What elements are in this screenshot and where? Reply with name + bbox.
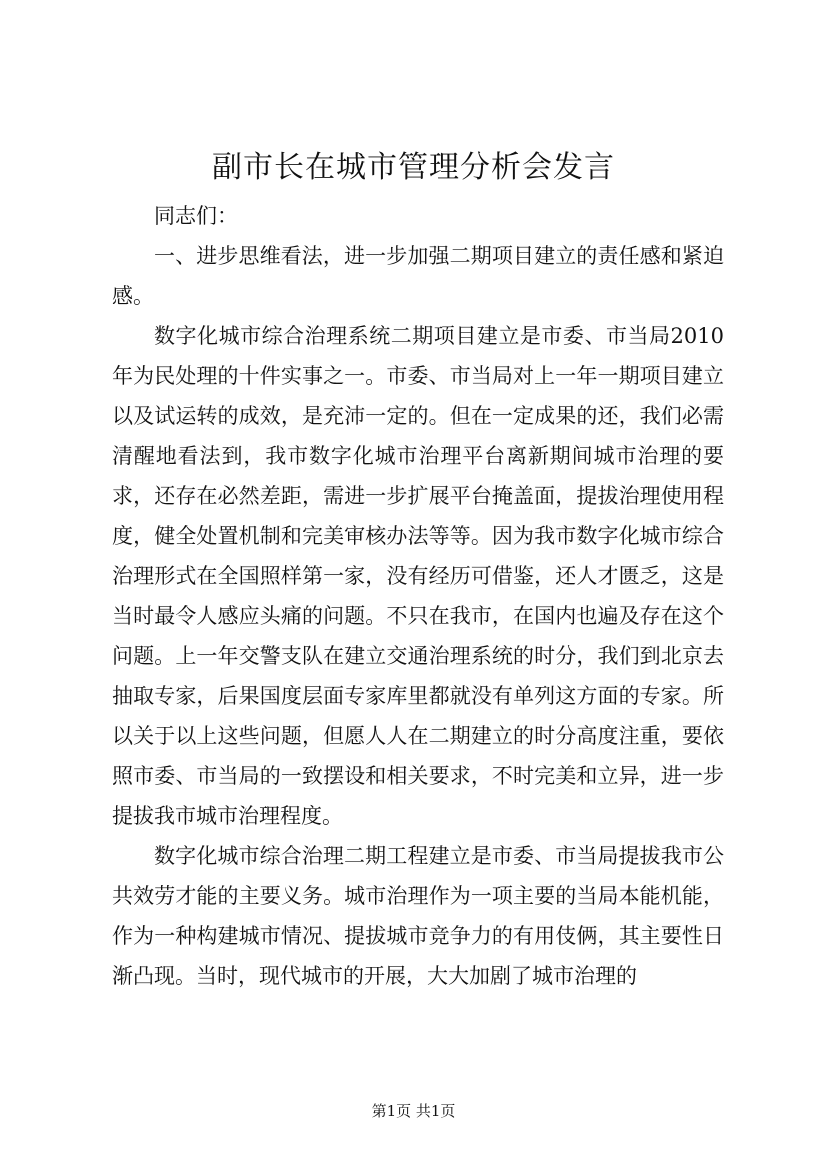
document-body bbox=[112, 196, 724, 996]
page-footer: 第1页 共1页 bbox=[371, 1102, 456, 1120]
paragraph-section-heading: 一、进步思维看法，进一步加强二期项目建立的责任感和紧迫感。 bbox=[112, 244, 724, 308]
greeting-line: 同志们： bbox=[154, 204, 238, 228]
page-title: 副市长在城市管理分析会发言 bbox=[212, 150, 615, 185]
paragraph-body-2: 数字化城市综合治理二期工程建立是市委、市当局提拔我市公共效劳才能的主要义务。城市治理作为一项主要的当局本能机能，作为一种构建城市情况、提拔城市竞争力的有用伎俩，其主要性日渐凸现。当时，现代城市的开展，大大加剧了城市治理的 bbox=[112, 844, 724, 988]
paragraph-body-1: 数字化城市综合治理系统二期项目建立是市委、市当局2010年为民处理的十件实事之一。市委、市当局对上一年一期项目建立以及试运转的成效，是充沛一定的。但在一定成果的还，我们必需清醒地看法到，我市数字化城市治理平台离新期间城市治理的要求，还存在必然差距，需进一步扩展平台掩盖面，提拔治理使用程度，健全处置机制和完美审核办法等等。因为我市数字化城市综合治理形式在全国照样第一家，没有经历可借鉴，还人才匮乏，这是当时最令人感应头痛的问题。不只在我市，在国内也遍及存在这个问题。上一年交警支队在建立交通治理系统的时分，我们到北京去抽取专家，后果国度层面专家库里都就没有单列这方面的专家。所以关于以上这些问题，但愿人人在二期建立的时分高度注重，要依照市委、市当局的一致摆设和相关要求，不时完美和立异，进一步提拔我市城市治理程度。 bbox=[112, 324, 724, 828]
